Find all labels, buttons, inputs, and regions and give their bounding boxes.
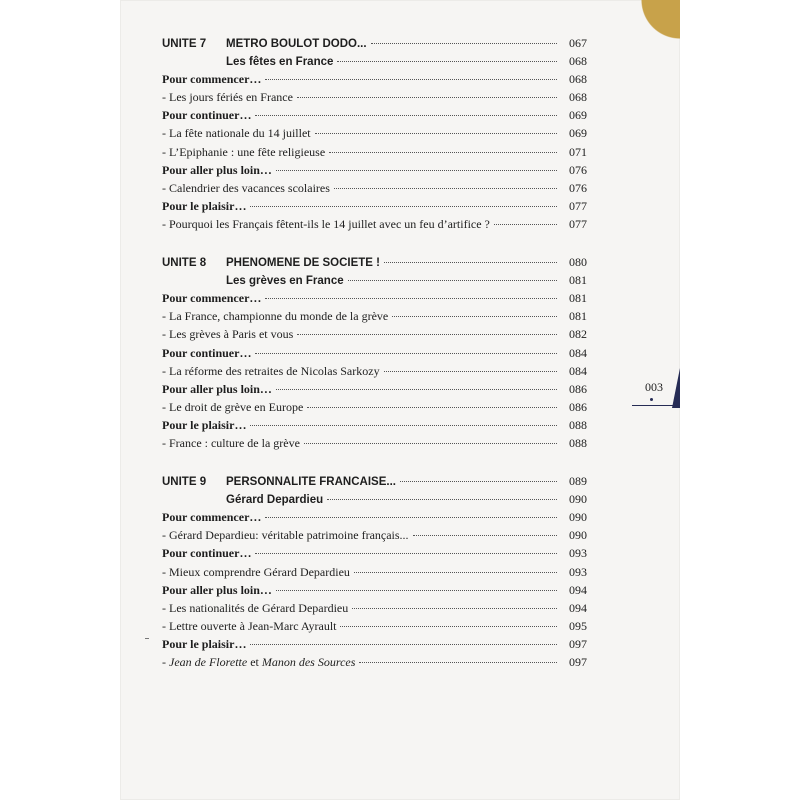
toc-section xyxy=(162,291,587,309)
page-ref: 088 xyxy=(569,417,587,432)
page-ref: 068 xyxy=(569,72,587,87)
page-ref: 068 xyxy=(569,54,587,69)
toc-section-text: Pour aller plus loin… xyxy=(162,162,272,177)
page-ref: 090 xyxy=(569,492,587,507)
page-ref: 094 xyxy=(569,600,587,615)
dot-leader xyxy=(276,590,557,591)
theme-row-text: Les fêtes en France xyxy=(226,56,334,69)
page-ref: 071 xyxy=(569,144,587,159)
toc-item-italic1: Jean de Florette xyxy=(169,655,248,669)
page-ref: 086 xyxy=(569,399,587,414)
dot-leader xyxy=(265,79,557,80)
dot-leader xyxy=(348,280,557,281)
dot-leader xyxy=(337,61,557,62)
dot-leader xyxy=(329,152,557,153)
toc-section xyxy=(162,346,587,364)
toc-item-text: - Calendrier des vacances scolaires xyxy=(162,180,330,195)
unit-spacer xyxy=(162,454,587,474)
toc-item-text: - Mieux comprendre Gérard Depardieu xyxy=(162,564,350,579)
toc-section xyxy=(162,163,587,181)
unit-title: PHENOMENE DE SOCIETE ! xyxy=(226,257,380,270)
dot-leader xyxy=(359,662,557,663)
dot-leader xyxy=(265,298,557,299)
toc-section xyxy=(162,418,587,436)
dot-leader xyxy=(297,334,557,335)
page-ref: 077 xyxy=(569,198,587,213)
page-ref: 069 xyxy=(569,108,587,123)
toc-item-text: - Gérard Depardieu: véritable patrimoine français... xyxy=(162,528,409,543)
toc-item xyxy=(162,309,587,327)
toc-section xyxy=(162,583,587,601)
toc-section-text: Pour continuer… xyxy=(162,345,252,360)
unit-row xyxy=(162,36,587,54)
toc-item-prefix: - xyxy=(162,655,169,669)
page-ref: 093 xyxy=(569,564,587,579)
dot-leader xyxy=(392,316,557,317)
toc-item xyxy=(162,528,587,546)
page-ref: 068 xyxy=(569,90,587,105)
toc-section xyxy=(162,382,587,400)
dot-leader xyxy=(297,97,557,98)
dot-leader xyxy=(334,188,557,189)
dot-leader xyxy=(250,425,557,426)
toc-item xyxy=(162,145,587,163)
unit-label: UNITE 7 xyxy=(162,38,207,50)
toc-item-text: - Le droit de grève en Europe xyxy=(162,399,304,414)
unit-heading xyxy=(162,257,380,269)
toc-item xyxy=(162,364,587,382)
corner-gold-tab xyxy=(636,0,680,40)
dot-leader xyxy=(413,535,557,536)
toc-item-text: - La fête nationale du 14 juillet xyxy=(162,126,311,141)
toc-section-text: Pour continuer… xyxy=(162,546,252,561)
dot-leader xyxy=(371,43,557,44)
toc-item xyxy=(162,126,587,144)
unit-heading xyxy=(162,38,367,50)
dot-leader xyxy=(315,133,557,134)
page-ref: 081 xyxy=(569,273,587,288)
toc-item-text: - L’Epiphanie : une fête religieuse xyxy=(162,144,326,159)
unit-row xyxy=(162,255,587,273)
unit-title: METRO BOULOT DODO... xyxy=(226,38,367,50)
page-ref: 084 xyxy=(569,345,587,360)
dot-leader xyxy=(340,626,557,627)
theme-row xyxy=(162,54,587,72)
dot-leader xyxy=(384,371,557,372)
page-ref: 090 xyxy=(569,528,587,543)
dot-leader xyxy=(255,115,557,116)
stray-mark xyxy=(145,638,149,639)
toc-section xyxy=(162,546,587,564)
unit-label: UNITE 8 xyxy=(162,257,207,270)
toc-section xyxy=(162,510,587,528)
toc-item-text: - Lettre ouverte à Jean-Marc Ayrault xyxy=(162,618,337,633)
theme-row-text: Gérard Depardieu xyxy=(226,494,324,507)
toc-item xyxy=(162,217,587,235)
toc-item-text: - Les jours fériés en France xyxy=(162,90,293,105)
unit-row xyxy=(162,474,587,492)
toc-item-text: - La France, championne du monde de la grève xyxy=(162,309,389,324)
toc-item-italic2: Manon des Sources xyxy=(261,655,356,669)
page-ref: 067 xyxy=(569,36,587,50)
toc-section-text: Pour continuer… xyxy=(162,108,252,123)
dot-leader xyxy=(384,262,557,263)
toc-section xyxy=(162,108,587,126)
unit-title: PERSONNALITE FRANCAISE... xyxy=(226,476,396,489)
page-ref: 077 xyxy=(569,216,587,231)
page-ref: 069 xyxy=(569,126,587,141)
toc-section-text: Pour aller plus loin… xyxy=(162,381,272,396)
toc-section-text: Pour le plaisir… xyxy=(162,636,247,651)
toc-section xyxy=(162,637,587,655)
toc-section-text: Pour commencer… xyxy=(162,291,262,306)
dot-leader xyxy=(354,572,557,573)
page-ref: 097 xyxy=(569,655,587,669)
page-ref: 076 xyxy=(569,162,587,177)
toc-item-text: - La réforme des retraites de Nicolas Sarkozy xyxy=(162,363,380,378)
page-ref: 090 xyxy=(569,510,587,525)
toc-item xyxy=(162,619,587,637)
page-ref: 076 xyxy=(569,180,587,195)
theme-row-text: Les grèves en France xyxy=(226,275,344,288)
page-ref: 097 xyxy=(569,636,587,651)
toc-item-text: - Pourquoi les Français fêtent-ils le 14 juillet avec un feu d’artifice ? xyxy=(162,216,490,231)
page-ref: 088 xyxy=(569,435,587,450)
page-ref: 080 xyxy=(569,255,587,270)
toc-item xyxy=(162,436,587,454)
toc-section xyxy=(162,72,587,90)
toc-item xyxy=(162,181,587,199)
toc-item xyxy=(162,327,587,345)
toc-section-text: Pour le plaisir… xyxy=(162,198,247,213)
dot-leader xyxy=(255,353,557,354)
dot-leader xyxy=(276,170,557,171)
toc-item xyxy=(162,601,587,619)
page-number-dot xyxy=(650,398,653,401)
page-number-rule xyxy=(632,405,680,406)
unit-spacer xyxy=(162,235,587,255)
toc-item-mid: et xyxy=(247,655,262,669)
toc-item-text: - Les grèves à Paris et vous xyxy=(162,327,294,342)
table-of-contents xyxy=(162,36,587,673)
dot-leader xyxy=(327,499,557,500)
page-ref: 094 xyxy=(569,582,587,597)
toc-section-text: Pour le plaisir… xyxy=(162,417,247,432)
page-number: 003 xyxy=(645,380,663,394)
toc-item xyxy=(162,90,587,108)
page-ref: 093 xyxy=(569,546,587,561)
unit-heading xyxy=(162,476,396,488)
toc-section xyxy=(162,199,587,217)
page-ref: 086 xyxy=(569,381,587,396)
dot-leader xyxy=(304,443,557,444)
dot-leader xyxy=(307,407,557,408)
toc-item xyxy=(162,655,587,673)
dot-leader xyxy=(352,608,557,609)
dot-leader xyxy=(250,206,557,207)
dot-leader xyxy=(250,644,557,645)
page-ref: 089 xyxy=(569,474,587,489)
toc-item-text: - France : culture de la grève xyxy=(162,435,300,450)
dot-leader xyxy=(265,517,557,518)
page-ref: 081 xyxy=(569,291,587,306)
dot-leader xyxy=(276,389,557,390)
toc-section-text: Pour aller plus loin… xyxy=(162,582,272,597)
page-ref: 081 xyxy=(569,309,587,324)
toc-section-text: Pour commencer… xyxy=(162,510,262,525)
toc-section-text: Pour commencer… xyxy=(162,72,262,87)
unit-label: UNITE 9 xyxy=(162,476,207,489)
page-ref: 082 xyxy=(569,327,587,342)
page-ref: 084 xyxy=(569,363,587,378)
dot-leader xyxy=(255,553,557,554)
dot-leader xyxy=(400,481,557,482)
toc-item xyxy=(162,565,587,583)
toc-item-text: - Les nationalités de Gérard Depardieu xyxy=(162,600,349,615)
toc-item xyxy=(162,400,587,418)
theme-row xyxy=(162,273,587,291)
toc-item-text xyxy=(162,655,355,670)
page-ref: 095 xyxy=(569,618,587,633)
theme-row xyxy=(162,492,587,510)
dot-leader xyxy=(494,224,557,225)
